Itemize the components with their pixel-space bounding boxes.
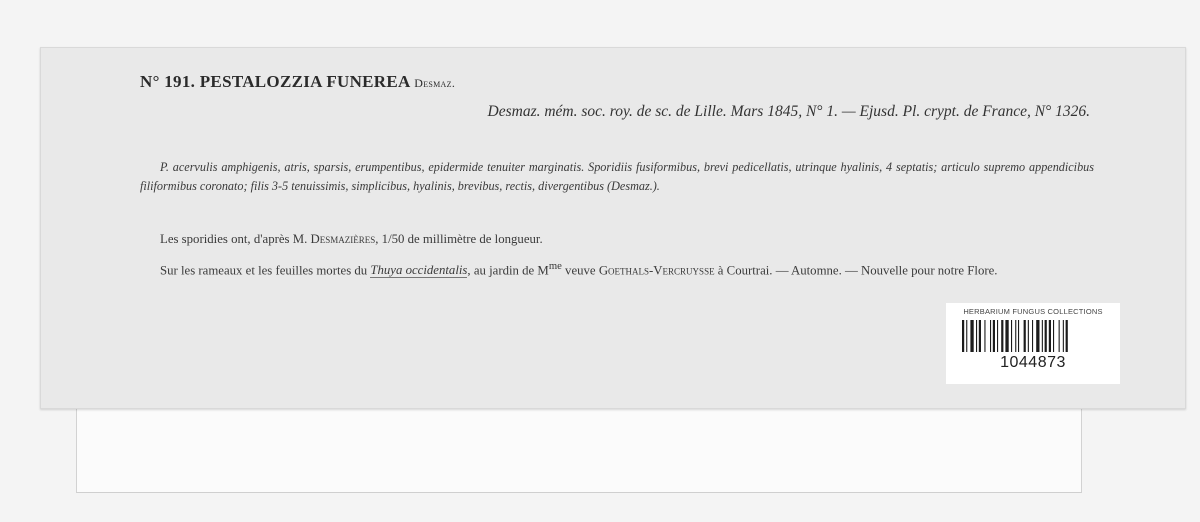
barcode-bar [970,320,973,352]
barcode-bar [1024,320,1026,352]
barcode-bar [990,320,991,352]
barcode-icon [962,320,1104,352]
collector-name: Goethals-Vercruysse [598,263,715,278]
barcode-caption: HERBARIUM FUNGUS COLLECTIONS [963,307,1103,316]
barcode-bar [1011,320,1012,352]
species-author: Desmaz. [414,76,456,90]
spore-note [140,230,1100,249]
specimen-number: N° 191. [140,72,196,91]
barcode-bar [1001,320,1003,352]
habitat-text-end: à Courtrai. — Automne. — Nouvelle pour notre Flore. [714,263,998,278]
host-plant: Thuya occidentalis [370,263,468,278]
barcode-bar [1028,320,1029,352]
barcode-number: 1044873 [1000,354,1066,371]
mounting-sheet [76,404,1082,493]
label-title [140,72,455,92]
barcode-bar [997,320,998,352]
specimen-label [40,47,1186,409]
barcode-bar [1042,320,1043,352]
latin-description: P. acervulis amphigenis, atris, sparsis, erumpentibus, epidermide tenuiter marginatis. Sporidiis fusiformibus, brevi pedicellatis, utrinque hyalinis, 4 septatis; articulo supremo appendicibus filiformibus coronato; filis 3-5 tenuissimis, simplicibus, hyalinis, brevibus, rectis, divergentibus (Desmaz.). [140,160,1094,193]
barcode-bar [1049,320,1051,352]
barcode-label [946,303,1120,384]
barcode-bar [979,320,981,352]
barcode-bar [976,320,977,352]
barcode-bar [1018,320,1019,352]
habitat-note [140,257,1100,280]
habitat-text-mid: , au jardin de M [467,263,549,278]
habitat-text: Sur les rameaux et les feuilles mortes du [160,263,371,278]
barcode-bar [1063,320,1064,352]
barcode-bar [1036,320,1039,352]
barcode-bar [1066,320,1068,352]
barcode-bar [1032,320,1033,352]
barcode-bar [993,320,995,352]
barcode-bar [1045,320,1047,352]
barcode-bar [1015,320,1016,352]
spore-note-text: Les sporidies ont, d'après M. [160,232,311,246]
barcode-bar [966,320,967,352]
spore-note-text-end: , 1/50 de millimètre de longueur. [375,232,543,246]
habitat-title-sup: me [548,261,562,272]
barcode-bar [1053,320,1054,352]
barcode-bar [984,320,985,352]
citation: Desmaz. mém. soc. roy. de sc. de Lille. Mars 1845, N° 1. — Ejusd. Pl. crypt. de France, N° 1326. [487,103,1090,120]
species-name: PESTALOZZIA FUNEREA [199,72,410,91]
habitat-text-mid2: veuve [561,263,599,278]
barcode-bar [1059,320,1060,352]
spore-note-author: Desmazières [310,232,376,246]
barcode-bar [962,320,964,352]
barcode-bar [1005,320,1008,352]
